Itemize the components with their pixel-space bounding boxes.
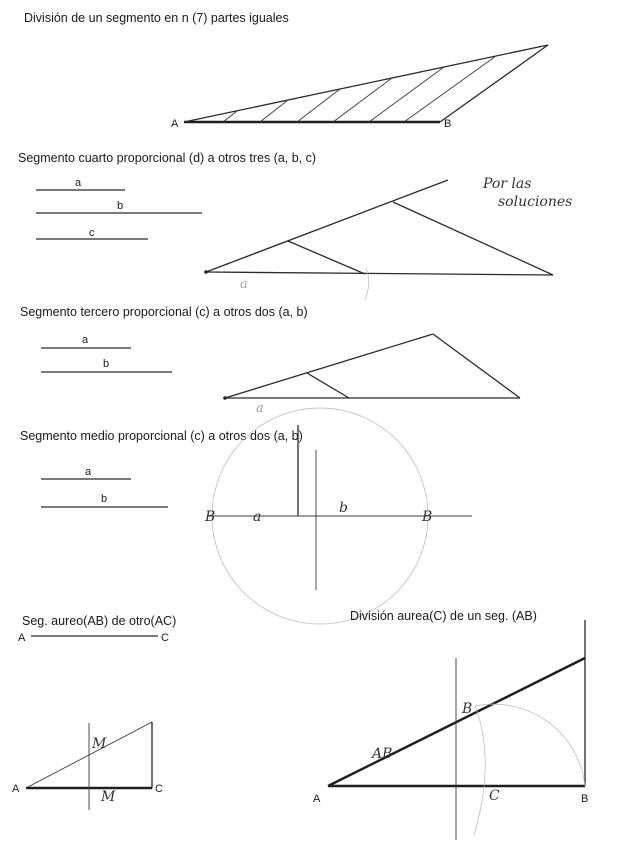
section-third-proportional bbox=[20, 305, 520, 416]
title-medio: Segmento medio proporcional (c) a otros dos (a, b) bbox=[20, 429, 303, 443]
mark-m1: M bbox=[92, 736, 107, 752]
point-b: B bbox=[581, 793, 589, 805]
title-tercero: Segmento tercero proporcional (c) a otros dos (a, b) bbox=[20, 305, 308, 319]
vertex-point bbox=[204, 270, 208, 274]
axis-label-b1: B bbox=[205, 509, 216, 525]
handnote-line-1: Por las bbox=[483, 176, 532, 192]
parallel-near bbox=[307, 373, 349, 398]
axis-label-a: a bbox=[253, 509, 262, 525]
point-a: A bbox=[171, 118, 179, 130]
title-aureo: Seg. aureo(AB) de otro(AC) bbox=[22, 614, 177, 628]
axis-label-b: b bbox=[339, 500, 348, 516]
section-division-equal-parts bbox=[24, 11, 548, 130]
arc-from-b bbox=[475, 704, 585, 786]
handnote-line-2: soluciones bbox=[498, 194, 573, 210]
base-line bbox=[206, 272, 553, 275]
point-c: C bbox=[489, 788, 500, 804]
title-cuarto: Segmento cuarto proporcional (d) a otros tres (a, b, c) bbox=[18, 151, 317, 165]
section-golden-segment bbox=[12, 614, 176, 810]
section-mean-proportional bbox=[20, 408, 472, 624]
section-fourth-proportional bbox=[18, 151, 572, 300]
parallel-far bbox=[433, 334, 520, 398]
label-b: b bbox=[117, 200, 124, 212]
label-a: a bbox=[75, 177, 82, 189]
arc-from-a bbox=[474, 706, 485, 835]
faint-label-a: a bbox=[240, 277, 248, 292]
faint-label-a: a bbox=[256, 401, 264, 416]
diagonal-line bbox=[328, 658, 585, 786]
title-division-aurea: División aurea(C) de un seg. (AB) bbox=[350, 609, 537, 623]
semicircle-lower bbox=[212, 516, 428, 624]
label-b: b bbox=[103, 358, 110, 370]
hand-label-ab: AB bbox=[372, 746, 393, 762]
label-a: a bbox=[85, 466, 92, 478]
mark-m2: M bbox=[101, 789, 116, 805]
upper-ray bbox=[225, 334, 433, 398]
hand-label-b: B bbox=[462, 701, 473, 717]
point-a: A bbox=[313, 793, 321, 805]
parallel-far bbox=[393, 202, 553, 275]
axis-label-b2: B bbox=[422, 509, 433, 525]
point-c: C bbox=[161, 632, 169, 644]
point-b: B bbox=[444, 118, 452, 130]
triangle-point-c: C bbox=[155, 783, 163, 795]
vertex-point bbox=[223, 396, 227, 400]
title-division: División de un segmento en n (7) partes iguales bbox=[24, 11, 289, 25]
triangle-point-a: A bbox=[12, 783, 20, 795]
section-golden-division bbox=[313, 609, 588, 840]
semicircle-upper bbox=[212, 408, 428, 516]
label-a: a bbox=[82, 334, 89, 346]
label-b: b bbox=[101, 493, 108, 505]
parallel-near bbox=[288, 241, 365, 274]
point-a: A bbox=[18, 632, 26, 644]
parallel-lines bbox=[223, 56, 496, 122]
label-c: c bbox=[89, 227, 95, 239]
